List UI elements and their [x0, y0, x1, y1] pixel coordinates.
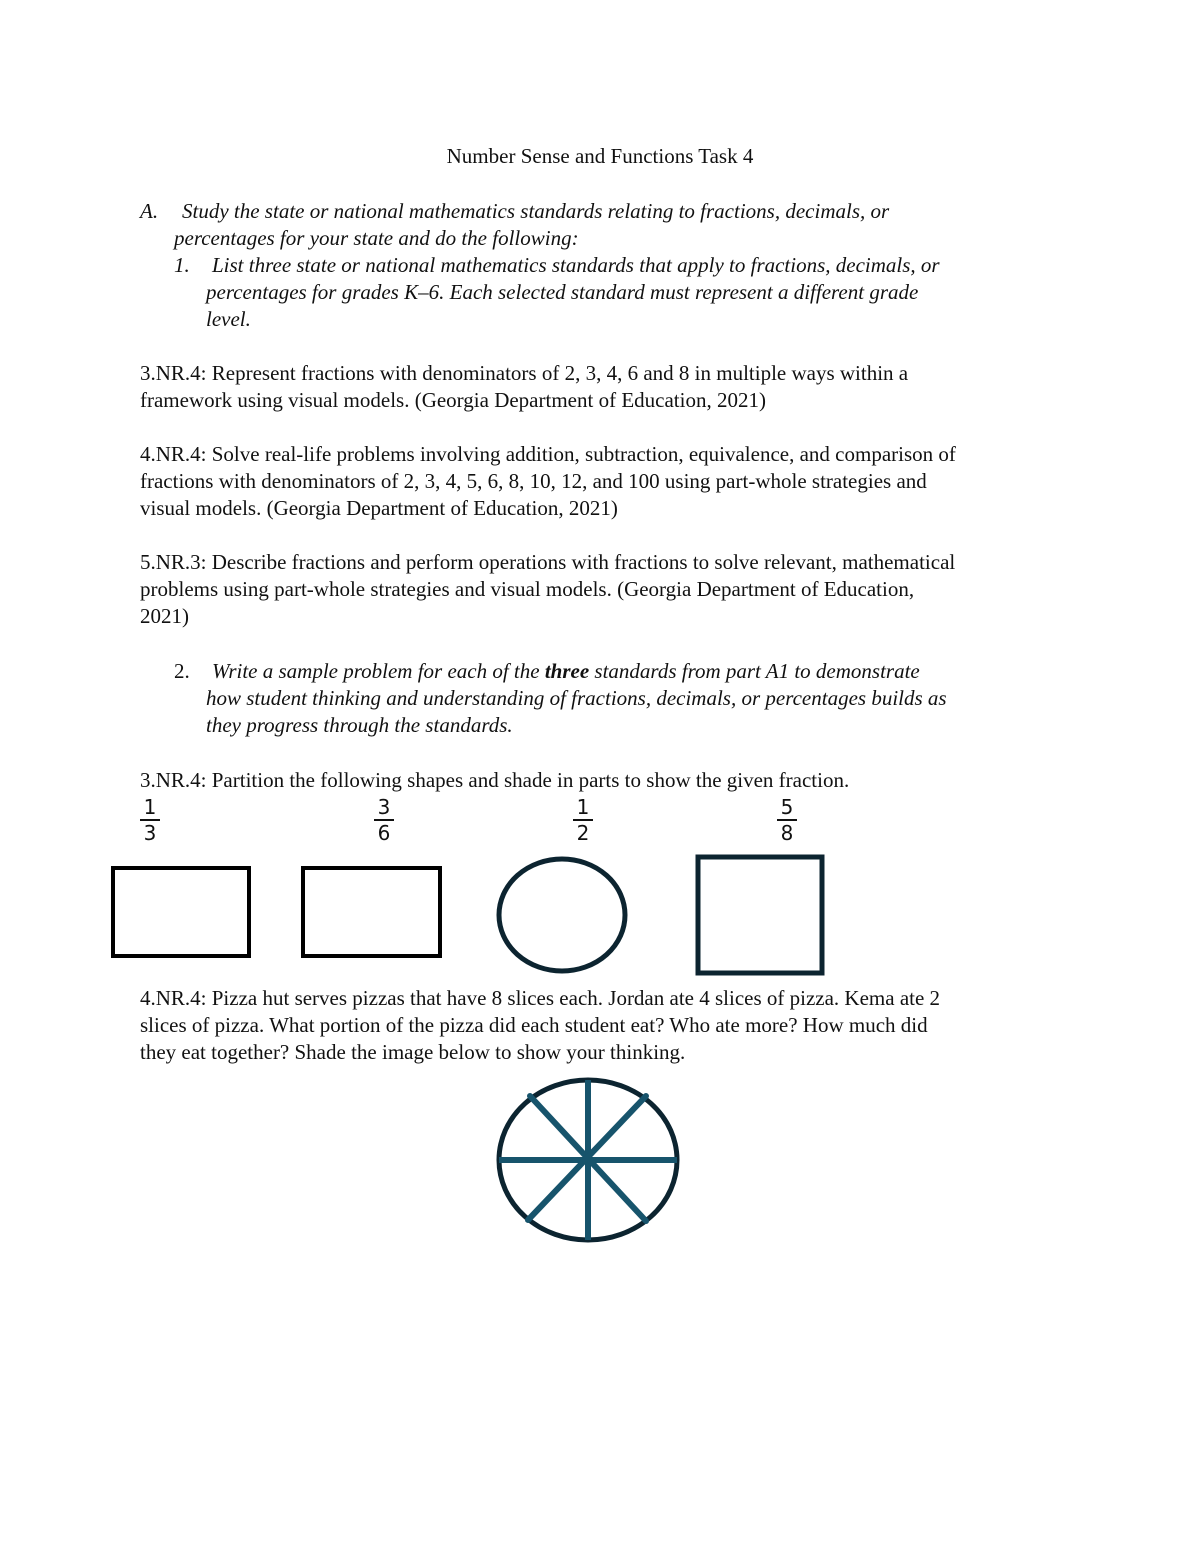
rectangle-shape-one-third[interactable]: [113, 868, 249, 956]
item-1-label: 1.: [174, 253, 190, 277]
sample-problem-1: 3.NR.4: Partition the following shapes and shade in parts to show the given fraction.: [140, 768, 850, 792]
item-2-line-1-post: standards from part A1 to demonstrate: [589, 659, 920, 683]
rectangle-shape-three-sixths[interactable]: [303, 868, 440, 956]
standard-3-line-2: framework using visual models. (Georgia Department of Education, 2021): [140, 388, 766, 412]
item-1-line-3: level.: [206, 307, 251, 331]
fraction-denominator: 6: [377, 821, 391, 845]
standard-5-line-1: 5.NR.3: Describe fractions and perform operations with fractions to solve relevant, mathematical: [140, 550, 956, 574]
item-1-line-1: List three state or national mathematics standards that apply to fractions, decimals, or: [212, 253, 940, 277]
standard-5-line-2: problems using part-whole strategies and visual models. (Georgia Department of Education,: [140, 577, 915, 601]
standard-4-line-1: 4.NR.4: Solve real-life problems involving addition, subtraction, equivalence, and comparison of: [140, 442, 956, 466]
part-a-line-2: percentages for your state and do the following:: [174, 226, 579, 250]
fraction-numerator: 1: [143, 795, 157, 819]
fraction-numerator: 5: [780, 795, 794, 819]
sample-problem-2-line-2: slices of pizza. What portion of the pizza did each student eat? Who ate more? How much did: [140, 1013, 928, 1037]
page-title: Number Sense and Functions Task 4: [446, 144, 754, 168]
pizza-diagram[interactable]: [499, 1080, 677, 1240]
item-2-label: 2.: [174, 659, 190, 683]
item-1-line-2: percentages for grades K–6. Each selected standard must represent a different grade: [206, 280, 919, 304]
fraction-denominator: 3: [143, 821, 157, 845]
standard-5-line-3: 2021): [140, 604, 189, 628]
fraction-numerator: 1: [576, 795, 590, 819]
fraction-denominator: 2: [576, 821, 590, 845]
item-2-line-3: they progress through the standards.: [206, 713, 513, 737]
part-a-line-1: Study the state or national mathematics standards relating to fractions, decimals, or: [182, 199, 890, 223]
standard-4-line-3: visual models. (Georgia Department of Education, 2021): [140, 496, 618, 520]
square-shape-five-eighths[interactable]: [698, 857, 822, 973]
standard-3-line-1: 3.NR.4: Represent fractions with denominators of 2, 3, 4, 6 and 8 in multiple ways within a: [140, 361, 909, 385]
part-a-label: A.: [140, 199, 159, 223]
fraction-denominator: 8: [780, 821, 794, 845]
fraction-numerator: 3: [377, 795, 391, 819]
circle-shape-one-half[interactable]: [499, 859, 625, 971]
sample-problem-2-line-1: 4.NR.4: Pizza hut serves pizzas that have 8 slices each. Jordan ate 4 slices of pizza. Kema ate 2: [140, 986, 941, 1010]
item-2-line-1-bold: three: [544, 659, 590, 683]
item-2-line-1-pre: Write a sample problem for each of the: [212, 659, 545, 683]
item-2-line-2: how student thinking and understanding of fractions, decimals, or percentages builds as: [206, 686, 947, 710]
standard-4-line-2: fractions with denominators of 2, 3, 4, 5, 6, 8, 10, 12, and 100 using part-whole strategies and: [140, 469, 927, 493]
sample-problem-2-line-3: they eat together? Shade the image below to show your thinking.: [140, 1040, 686, 1064]
